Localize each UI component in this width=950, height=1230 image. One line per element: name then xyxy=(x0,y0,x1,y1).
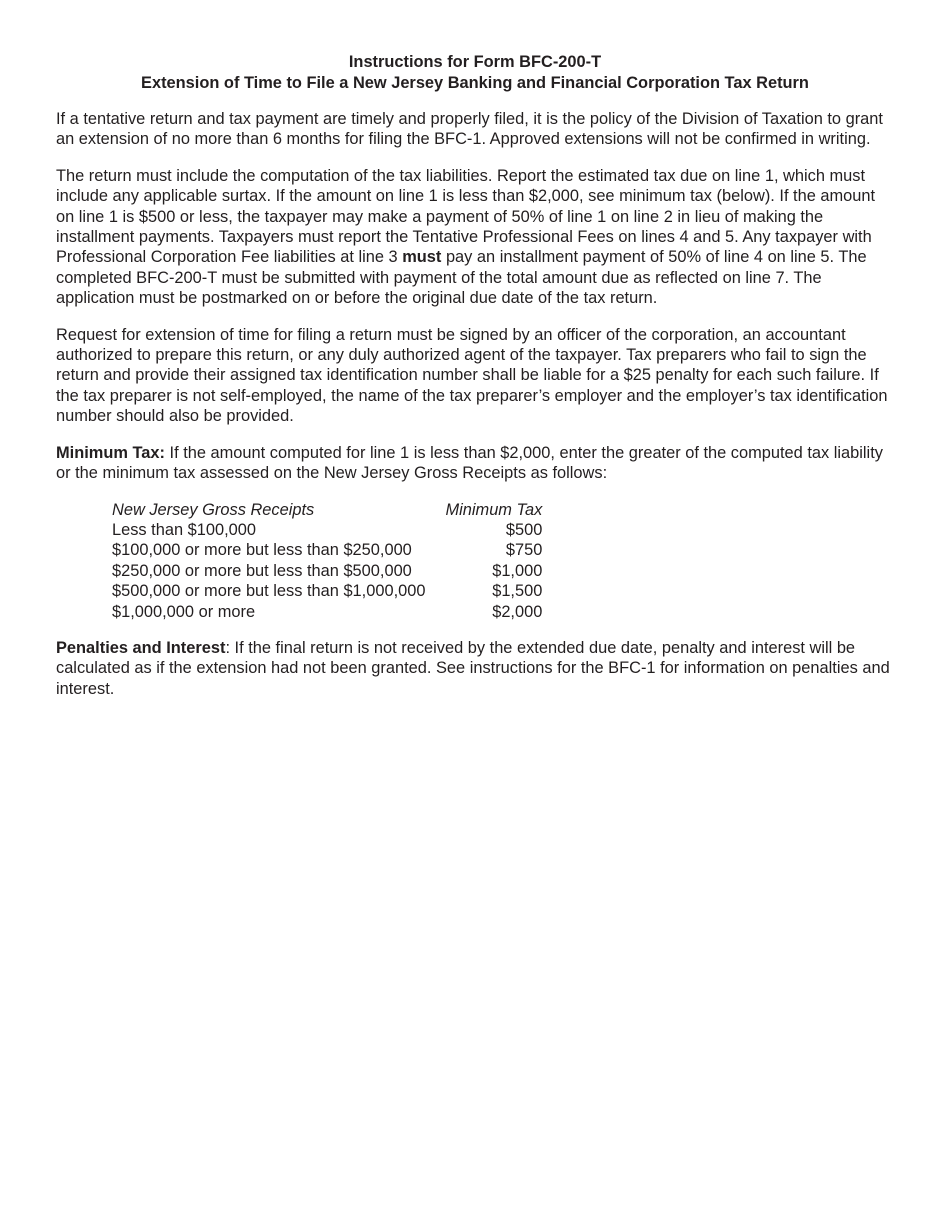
minimum-tax-cell: $2,000 xyxy=(492,602,543,621)
document-title: Instructions for Form BFC-200-T xyxy=(348,53,602,71)
table-row xyxy=(112,540,542,560)
paragraph-signature-requirement: Request for extension of time for filing a return must be signed by an officer of the corporation, an accountant authorized to prepare this return, or any duly authorized agent of the taxpayer. Tax preparers who fail to sign the return and provide their assigned tax identification number shall be liable for a $25 penalty for each such failure. If the tax preparer is not self-employed, the name of the tax preparer’s employer and the employer’s tax identification number should also be provided. xyxy=(56,325,888,426)
table-header-row xyxy=(112,500,542,520)
paragraph-return-computation-part2: pay an installment payment of 50% of line 4 on line 5. The completed BFC-200-T must be submitted with payment of the total amount due as reflected on line 7. The application must be postmarked on or before the original due date of the tax return. xyxy=(56,248,867,308)
gross-receipts-cell: $100,000 or more but less than $250,000 xyxy=(112,541,412,560)
gross-receipts-cell: $1,000,000 or more xyxy=(112,602,256,621)
table-row xyxy=(112,581,542,601)
minimum-tax-table xyxy=(112,500,542,622)
paragraph-minimum-tax xyxy=(56,443,894,484)
paragraph-extension-policy: If a tentative return and tax payment are timely and properly filed, it is the policy of the Division of Taxation to grant an extension of no more than 6 months for filing the BFC-1. Approved extensions will not be confirmed in writing. xyxy=(56,110,883,149)
emphasis-must: must xyxy=(402,248,442,267)
document-subtitle: Extension of Time to File a New Jersey Banking and Financial Corporation Tax Return xyxy=(141,74,809,92)
minimum-tax-cell: $1,000 xyxy=(492,561,543,580)
minimum-tax-cell: $500 xyxy=(505,520,543,539)
column-header-minimum-tax: Minimum Tax xyxy=(445,500,543,519)
table-row xyxy=(112,520,542,540)
minimum-tax-cell: $750 xyxy=(505,541,543,560)
paragraph-return-computation xyxy=(56,166,894,309)
minimum-tax-cell: $1,500 xyxy=(492,582,543,601)
column-header-gross-receipts: New Jersey Gross Receipts xyxy=(112,500,315,519)
paragraph-return-computation-part1: The return must include the computation of the tax liabilities. Report the estimated tax due on line 1, which must include any applicable surtax. If the amount on line 1 is less than $2,000, see minimum tax (below). If the amount on line 1 is $500 or less, the taxpayer may make a payment of 50% of line 1 on line 2 in lieu of making the installment payments. Taxpayers must report the Tentative Professional Fees on lines 4 and 5. Any taxpayer with Professional Corporation Fee liabilities at line 3 xyxy=(56,166,876,267)
gross-receipts-cell: $250,000 or more but less than $500,000 xyxy=(112,561,412,580)
paragraph-penalties-interest xyxy=(56,638,894,699)
table-row xyxy=(112,561,542,581)
gross-receipts-cell: $500,000 or more but less than $1,000,000 xyxy=(112,582,426,601)
table-row xyxy=(112,602,542,622)
penalties-text: : If the final return is not received by the extended due date, penalty and interest will be calculated as if the extension had not been granted. See instructions for the BFC-1 for information on penalties and interest. xyxy=(56,638,890,698)
gross-receipts-cell: Less than $100,000 xyxy=(112,520,256,539)
minimum-tax-heading: Minimum Tax: xyxy=(56,443,165,462)
penalties-heading: Penalties and Interest xyxy=(56,638,226,657)
minimum-tax-text: If the amount computed for line 1 is less than $2,000, enter the greater of the computed tax liability or the minimum tax assessed on the New Jersey Gross Receipts as follows: xyxy=(56,443,883,483)
